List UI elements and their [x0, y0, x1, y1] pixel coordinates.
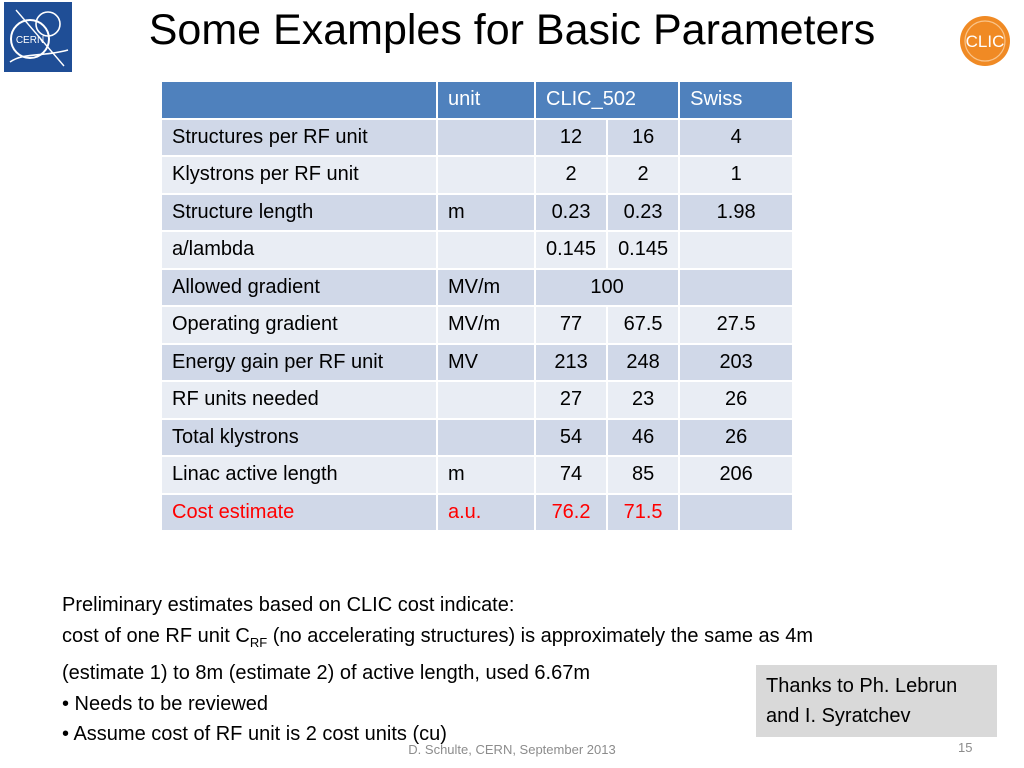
row-value-clic-1: 54: [535, 419, 607, 457]
row-unit: MV/m: [437, 306, 535, 344]
clic-logo-text: CLIC: [965, 32, 1005, 51]
row-value-clic-1: 2: [535, 156, 607, 194]
row-value-swiss: [679, 231, 793, 269]
table-row: [161, 156, 793, 194]
row-unit: [437, 119, 535, 157]
row-label: Linac active length: [161, 456, 437, 494]
row-label: Structure length: [161, 194, 437, 232]
table-row-cost-estimate: [161, 494, 793, 532]
row-label: Energy gain per RF unit: [161, 344, 437, 382]
parameters-table: [160, 80, 794, 532]
row-value-clic-2: 0.145: [607, 231, 679, 269]
header-cell-swiss: Swiss: [679, 81, 793, 119]
page-number: 15: [958, 740, 973, 755]
table-row: [161, 344, 793, 382]
page-title: Some Examples for Basic Parameters: [148, 6, 876, 54]
row-unit: [437, 381, 535, 419]
row-value-clic-1: 76.2: [535, 494, 607, 532]
row-value-clic-2: 46: [607, 419, 679, 457]
row-label: Total klystrons: [161, 419, 437, 457]
notes-bullet: • Assume cost of RF unit is 2 cost units (cu): [62, 723, 447, 745]
table-row: [161, 456, 793, 494]
row-value-clic-1: 0.145: [535, 231, 607, 269]
row-value-swiss: [679, 494, 793, 532]
cern-logo-text: CERN: [15, 35, 45, 46]
row-value-swiss: 203: [679, 344, 793, 382]
row-value-swiss: 206: [679, 456, 793, 494]
table-row: [161, 119, 793, 157]
row-label: Allowed gradient: [161, 269, 437, 307]
row-unit: MV/m: [437, 269, 535, 307]
table-row: [161, 269, 793, 307]
header-cell-clic: CLIC_502: [535, 81, 679, 119]
row-value-clic-2: 23: [607, 381, 679, 419]
row-unit: [437, 419, 535, 457]
row-value-clic-2: 67.5: [607, 306, 679, 344]
notes-bullet: • Needs to be reviewed: [62, 692, 269, 715]
row-label: Klystrons per RF unit: [161, 156, 437, 194]
header-cell-unit: unit: [437, 81, 535, 119]
notes-subscript-rf: RF: [249, 634, 268, 650]
row-value-clic-1: 27: [535, 381, 607, 419]
row-value-clic-1: 0.23: [535, 194, 607, 232]
row-value-clic-2: 248: [607, 344, 679, 382]
row-unit: [437, 231, 535, 269]
acknowledgement-line: Thanks to Ph. Lebrun: [766, 675, 958, 697]
row-value-clic-2: 85: [607, 456, 679, 494]
acknowledgement-line: and I. Syratchev: [766, 705, 911, 727]
clic-logo: [958, 14, 1012, 68]
row-unit: [437, 156, 535, 194]
row-value-clic-2: 71.5: [607, 494, 679, 532]
row-unit: a.u.: [437, 494, 535, 532]
table-header-row: [161, 81, 793, 119]
row-label: Structures per RF unit: [161, 119, 437, 157]
row-value-swiss: 26: [679, 419, 793, 457]
row-label: Cost estimate: [161, 494, 437, 532]
notes-line-cost-suffix: (no accelerating structures) is approximately the same as 4m: [267, 624, 813, 647]
row-value-clic-1: 74: [535, 456, 607, 494]
notes-line: (estimate 1) to 8m (estimate 2) of active length, used 6.67m: [62, 662, 591, 684]
footer-text: D. Schulte, CERN, September 2013: [408, 742, 616, 757]
row-value-swiss: 4: [679, 119, 793, 157]
table-row: [161, 231, 793, 269]
row-value-swiss: 1.98: [679, 194, 793, 232]
row-label: Operating gradient: [161, 306, 437, 344]
row-value-swiss: 26: [679, 381, 793, 419]
row-label: RF units needed: [161, 381, 437, 419]
acknowledgement-box: [756, 665, 997, 737]
row-value-clic-2: 16: [607, 119, 679, 157]
row-value-clic-1: 12: [535, 119, 607, 157]
row-unit: m: [437, 194, 535, 232]
row-value-swiss: [679, 269, 793, 307]
table-row: [161, 381, 793, 419]
row-unit: MV: [437, 344, 535, 382]
row-value-swiss: 27.5: [679, 306, 793, 344]
row-value-clic-1: 213: [535, 344, 607, 382]
row-unit: m: [437, 456, 535, 494]
row-value-swiss: 1: [679, 156, 793, 194]
row-value-clic-merged: 100: [535, 269, 679, 307]
table-row: [161, 419, 793, 457]
row-value-clic-1: 77: [535, 306, 607, 344]
notes-line: Preliminary estimates based on CLIC cost indicate:: [62, 594, 515, 616]
header-cell-label: [161, 81, 437, 119]
row-value-clic-2: 2: [607, 156, 679, 194]
notes-line-cost-prefix: cost of one RF unit C: [62, 624, 250, 647]
row-label: a/lambda: [161, 231, 437, 269]
row-value-clic-2: 0.23: [607, 194, 679, 232]
table-row: [161, 306, 793, 344]
notes-line-cost: [62, 621, 962, 659]
table-row: [161, 194, 793, 232]
